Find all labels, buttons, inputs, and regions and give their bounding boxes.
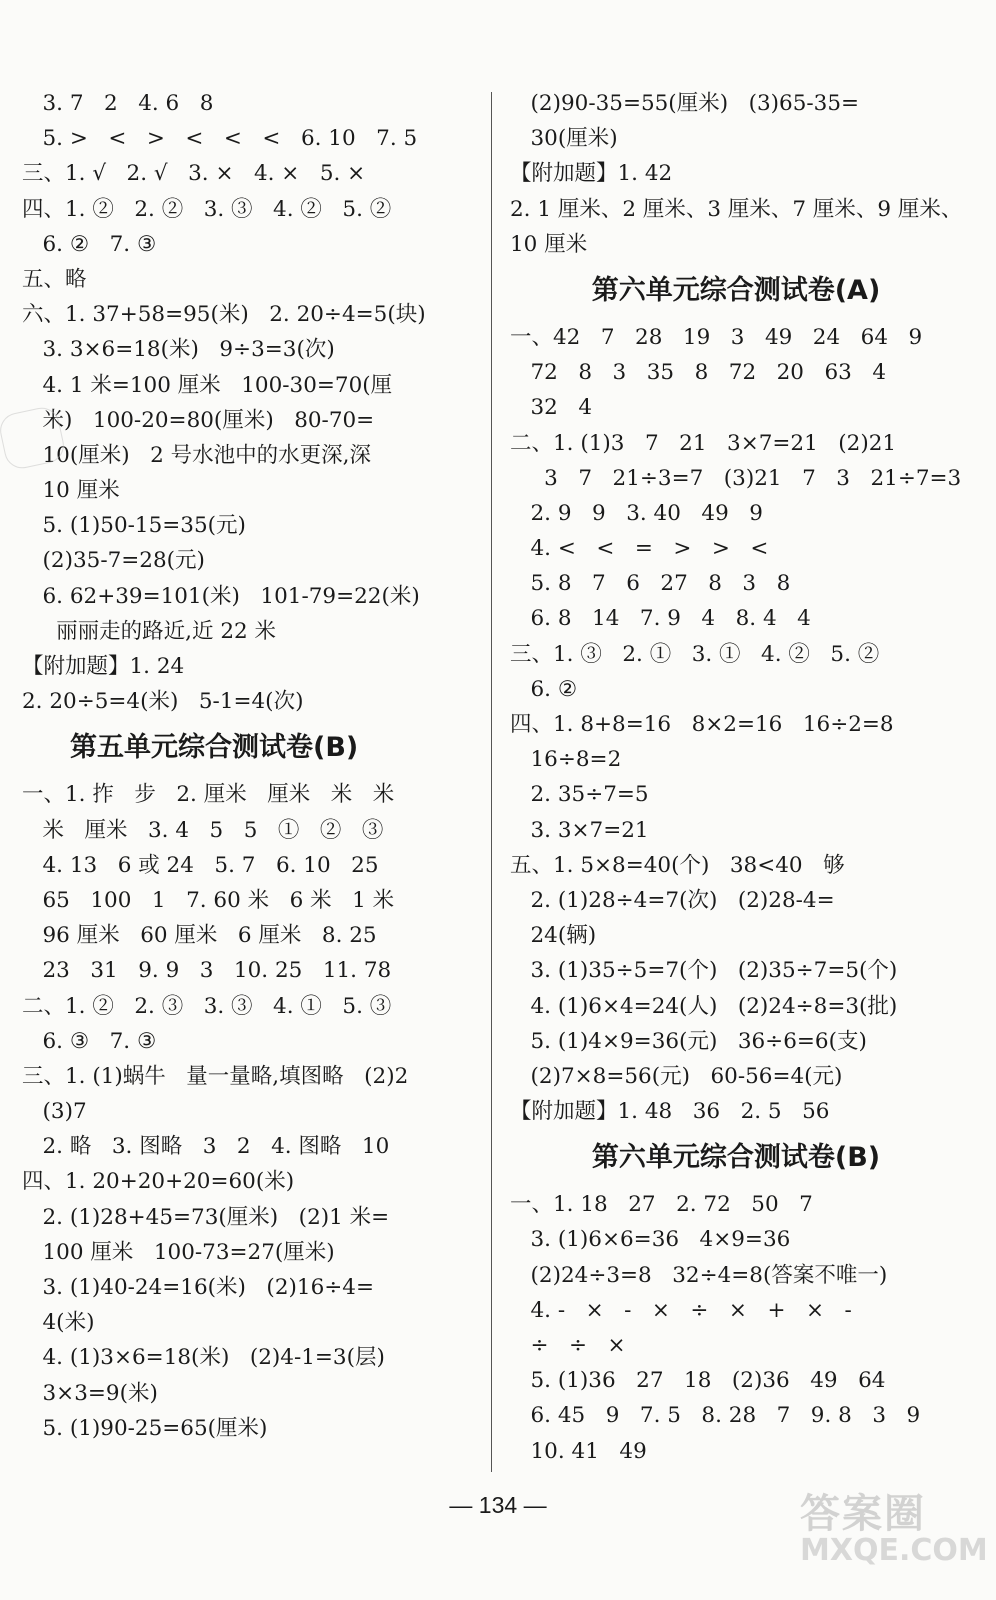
answer-line: 一、1. 拃 步 2. 厘米 厘米 米 米 xyxy=(22,782,395,808)
answer-line: 四、1. 8+8=16 8×2=16 16÷2=8 xyxy=(510,712,894,737)
answer-line: 【附加题】1. 24 xyxy=(22,654,185,679)
page-number: — 134 — xyxy=(449,1492,547,1518)
answer-line: 24(辆) xyxy=(510,923,597,949)
answer-line: 3×3=9(米) xyxy=(22,1380,158,1406)
answer-line: 二、1. ② 2. ③ 3. ③ 4. ① 5. ③ xyxy=(22,993,392,1019)
answer-line: 6. ③ 7. ③ xyxy=(22,1028,157,1054)
answer-line: 2. (1)28+45=73(厘米) (2)1 米= xyxy=(22,1204,390,1230)
answer-line: 2. (1)28÷4=7(次) (2)28-4= xyxy=(510,887,835,913)
answer-line: 六、1. 37+58=95(米) 2. 20÷4=5(块) xyxy=(22,302,426,328)
answer-line: 6. 45 9 7. 5 8. 28 7 9. 8 3 9 xyxy=(510,1403,921,1429)
answer-line: 四、1. 20+20+20=60(米) xyxy=(22,1169,295,1195)
answer-line: 5. (1)4×9=36(元) 36÷6=6(支) xyxy=(510,1028,867,1054)
answer-line: (3)7 xyxy=(22,1099,87,1125)
answer-line: 2. 1 厘米、2 厘米、3 厘米、7 厘米、9 厘米、 xyxy=(510,196,963,222)
answer-line: 【附加题】1. 48 36 2. 5 56 xyxy=(510,1099,830,1125)
answer-line: 100 厘米 100-73=27(厘米) xyxy=(22,1239,335,1265)
right-column xyxy=(510,86,970,1469)
answer-line: 4(米) xyxy=(22,1310,95,1336)
section-title: 第五单元综合测试卷(B) xyxy=(70,732,359,764)
section-title: 第六单元综合测试卷(A) xyxy=(591,274,881,306)
answer-line: 三、1. (1)蜗牛 量一量略,填图略 (2)2 xyxy=(22,1063,409,1089)
answer-line: 二、1. (1)3 7 21 3×7=21 (2)21 xyxy=(510,430,897,456)
answer-line: 三、1. ③ 2. ① 3. ① 4. ② 5. ② xyxy=(510,641,880,667)
answer-line: 4. 1 米=100 厘米 100-30=70(厘 xyxy=(22,372,393,398)
answer-line: 10 厘米 xyxy=(510,231,588,257)
answer-line: 6. ② 7. ③ xyxy=(22,231,157,257)
answer-line: 3. (1)35÷5=7(个) (2)35÷7=5(个) xyxy=(510,958,898,984)
answer-line: 4. (1)6×4=24(人) (2)24÷8=3(批) xyxy=(510,993,898,1019)
answer-line: (2)35-7=28(元) xyxy=(22,548,205,574)
column-divider xyxy=(491,92,492,1472)
answer-line: 4. 13 6 或 24 5. 7 6. 10 25 xyxy=(22,852,379,878)
answer-line: 5. (1)90-25=65(厘米) xyxy=(22,1415,268,1441)
answer-line: 2. 20÷5=4(米) 5-1=4(次) xyxy=(22,689,304,715)
answer-line: 6. 8 14 7. 9 4 8. 4 4 xyxy=(510,606,811,632)
answer-line: 72 8 3 35 8 72 20 63 4 xyxy=(510,360,887,386)
answer-line: 五、略 xyxy=(22,266,87,292)
answer-line: 一、42 7 28 19 3 49 24 64 9 xyxy=(510,324,923,350)
answer-line: 6. ② xyxy=(510,676,578,702)
answer-line: 10(厘米) 2 号水池中的水更深,深 xyxy=(22,442,371,468)
answer-line: 3. 7 2 4. 6 8 xyxy=(22,91,214,116)
answer-line: 32 4 xyxy=(510,395,593,421)
answer-line: 4. - × - × ÷ × + × - xyxy=(510,1297,852,1323)
answer-line: 米 厘米 3. 4 5 5 ① ② ③ xyxy=(22,817,384,843)
answer-line: 30(厘米) xyxy=(510,126,618,152)
answer-line: 5. 8 7 6 27 8 3 8 xyxy=(510,571,791,597)
answer-line: 三、1. √ 2. √ 3. × 4. × 5. × xyxy=(22,161,366,187)
watermark-url: MXQE.COM xyxy=(800,1533,988,1568)
answer-line: 5. > < > < < < 6. 10 7. 5 xyxy=(22,126,418,152)
answer-line: 【附加题】1. 42 xyxy=(510,161,673,187)
answer-line: 10. 41 49 xyxy=(510,1438,647,1464)
answer-line: 3. (1)40-24=16(米) (2)16÷4= xyxy=(22,1275,374,1300)
answer-line: 3. (1)6×6=36 4×9=36 xyxy=(510,1227,791,1253)
answer-line: 米) 100-20=80(厘米) 80-70= xyxy=(22,407,375,433)
answer-line: 4. (1)3×6=18(米) (2)4-1=3(层) xyxy=(22,1345,385,1371)
answer-line: (2)24÷3=8 32÷4=8(答案不唯一) xyxy=(510,1262,888,1288)
answer-line: 4. < < = > > < xyxy=(510,536,769,562)
answer-line: 5. (1)50-15=35(元) xyxy=(22,513,246,539)
answer-line: 丽丽走的路近,近 22 米 xyxy=(22,618,277,644)
answer-line: 96 厘米 60 厘米 6 厘米 8. 25 xyxy=(22,923,377,949)
section-title: 第六单元综合测试卷(B) xyxy=(591,1142,881,1174)
left-column xyxy=(22,86,472,1446)
answer-line: 3. 3×6=18(米) 9÷3=3(次) xyxy=(22,337,335,363)
answer-line: 3. 3×7=21 xyxy=(510,817,649,843)
answer-line: 16÷8=2 xyxy=(510,747,622,773)
answer-line: 一、1. 18 27 2. 72 50 7 xyxy=(510,1192,813,1218)
answer-line: (2)7×8=56(元) 60-56=4(元) xyxy=(510,1063,843,1089)
answer-line: 2. 9 9 3. 40 49 9 xyxy=(510,500,763,526)
answer-line: 3 7 21÷3=7 (3)21 7 3 21÷7=3 xyxy=(510,465,962,491)
answer-line: 五、1. 5×8=40(个) 38<40 够 xyxy=(510,852,845,878)
answer-line: ÷ ÷ × xyxy=(510,1333,626,1358)
answer-line: 2. 35÷7=5 xyxy=(510,782,649,808)
answer-line: 65 100 1 7. 60 米 6 米 1 米 xyxy=(22,887,395,913)
watermark-title: 答案圈 xyxy=(800,1491,926,1537)
answer-line: 2. 略 3. 图略 3 2 4. 图略 10 xyxy=(22,1134,390,1160)
answer-line: 10 厘米 xyxy=(22,478,120,504)
answer-line: 23 31 9. 9 3 10. 25 11. 78 xyxy=(22,958,392,984)
watermark-logo xyxy=(800,1482,988,1592)
answer-line: 6. 62+39=101(米) 101-79=22(米) xyxy=(22,583,420,609)
answer-line: 5. (1)36 27 18 (2)36 49 64 xyxy=(510,1368,886,1394)
answer-line: 四、1. ② 2. ② 3. ③ 4. ② 5. ② xyxy=(22,196,392,222)
answer-line: (2)90-35=55(厘米) (3)65-35= xyxy=(510,91,860,116)
